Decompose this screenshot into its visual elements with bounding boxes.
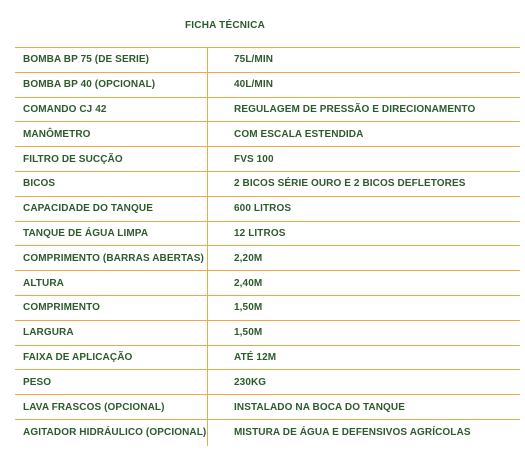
table-row bbox=[15, 122, 520, 147]
spec-label: COMANDO CJ 42 bbox=[23, 103, 107, 115]
table-row bbox=[15, 395, 520, 420]
spec-label: FAIXA DE APLICAÇÃO bbox=[23, 351, 133, 363]
table-row bbox=[15, 172, 520, 197]
spec-value: 12 LITROS bbox=[234, 227, 286, 239]
spec-value: 600 LITROS bbox=[234, 203, 292, 215]
spec-label: MANÔMETRO bbox=[23, 128, 91, 140]
table-row bbox=[15, 48, 520, 73]
table-row bbox=[15, 197, 520, 222]
spec-value: REGULAGEM DE PRESSÃO E DIRECIONAMENTO bbox=[234, 103, 476, 115]
table-row bbox=[15, 370, 520, 395]
spec-value: ATÉ 12M bbox=[234, 351, 277, 363]
spec-value: 2,20M bbox=[234, 252, 263, 264]
table-row bbox=[15, 420, 520, 445]
table-row bbox=[15, 296, 520, 321]
spec-label: ALTURA bbox=[23, 277, 64, 289]
spec-label: TANQUE DE ÁGUA LIMPA bbox=[23, 227, 149, 239]
spec-label: BOMBA BP 40 (OPCIONAL) bbox=[23, 79, 156, 91]
table-row bbox=[15, 98, 520, 123]
table-row bbox=[15, 73, 520, 98]
page-title: FICHA TÉCNICA bbox=[185, 20, 266, 31]
spec-label: COMPRIMENTO (BARRAS ABERTAS) bbox=[23, 252, 204, 264]
spec-table bbox=[15, 47, 520, 445]
spec-value: 230KG bbox=[234, 376, 267, 388]
spec-label: AGITADOR HIDRÁULICO (OPCIONAL) bbox=[23, 426, 207, 438]
spec-label: BICOS bbox=[23, 178, 56, 190]
table-row bbox=[15, 346, 520, 371]
spec-label: COMPRIMENTO bbox=[23, 302, 101, 314]
column-divider bbox=[207, 47, 208, 446]
spec-value: 1,50M bbox=[234, 327, 263, 339]
table-row bbox=[15, 246, 520, 271]
table-row bbox=[15, 321, 520, 346]
spec-value: 1,50M bbox=[234, 302, 263, 314]
spec-value: 2 BICOS SÉRIE OURO E 2 BICOS DEFLETORES bbox=[234, 178, 466, 190]
table-row bbox=[15, 222, 520, 247]
spec-value: 40L/MIN bbox=[234, 79, 274, 91]
spec-label: PESO bbox=[23, 376, 52, 388]
spec-label: BOMBA BP 75 (DE SERIE) bbox=[23, 54, 150, 66]
spec-label: FILTRO DE SUCÇÃO bbox=[23, 153, 123, 165]
spec-value: 75L/MIN bbox=[234, 54, 274, 66]
spec-value: 2,40M bbox=[234, 277, 263, 289]
spec-label: LARGURA bbox=[23, 327, 74, 339]
spec-value: MISTURA DE ÁGUA E DEFENSIVOS AGRÍCOLAS bbox=[234, 426, 471, 438]
spec-label: CAPACIDADE DO TANQUE bbox=[23, 203, 153, 215]
spec-label: LAVA FRASCOS (OPCIONAL) bbox=[23, 401, 165, 413]
table-row bbox=[15, 147, 520, 172]
spec-value: FVS 100 bbox=[234, 153, 274, 165]
spec-value: COM ESCALA ESTENDIDA bbox=[234, 128, 364, 140]
table-row bbox=[15, 271, 520, 296]
spec-value: INSTALADO NA BOCA DO TANQUE bbox=[234, 401, 406, 413]
